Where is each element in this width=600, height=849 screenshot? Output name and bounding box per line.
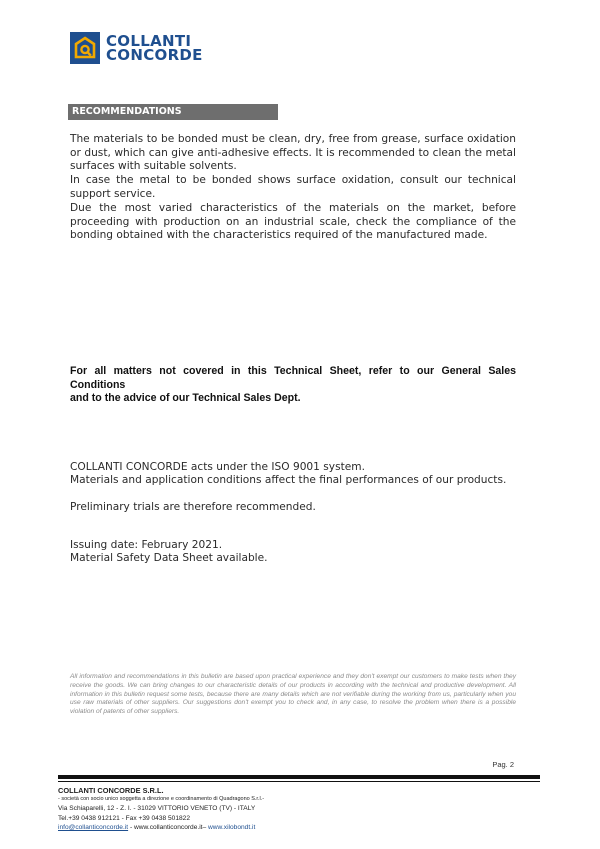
footer-divider-thick (58, 775, 540, 779)
footer (58, 786, 518, 832)
footer-separator-1: - (128, 823, 134, 831)
footer-website-2[interactable]: www.xilobondt.it (208, 823, 256, 831)
recommendation-paragraph-1: The materials to be bonded must be clean, dry, free from grease, surface oxidation or dust, which can give anti-adhesive effects. It is recommended to clean the metal surfaces with suitable solvents. (70, 133, 516, 173)
materials-statement: Materials and application conditions affect the final performances of our products. (70, 474, 507, 486)
section-heading: RECOMMENDATIONS (68, 104, 278, 120)
page-number: Pag. 2 (492, 760, 514, 769)
footer-address: Via Schiaparelli, 12 - Z. I. - 31029 VITTORIO VENETO (TV) - ITALY (58, 805, 256, 813)
note-line-2: and to the advice of our Technical Sales Dept. (70, 392, 301, 405)
footer-links (58, 823, 518, 832)
logo-line-2: CONCORDE (106, 46, 203, 64)
trials-statement: Preliminary trials are therefore recommended. (70, 501, 316, 513)
msds-availability: Material Safety Data Sheet available. (70, 552, 268, 564)
footer-separator-2: – (202, 823, 209, 831)
company-logo (70, 32, 203, 64)
footer-company-name: COLLANTI CONCORDE S.R.L. (58, 786, 164, 795)
footer-company-subtitle: - società con socio unico soggetta a direzione e coordinamento di Quadragono S.r.l.- (58, 796, 265, 803)
logo-mark-icon (70, 32, 100, 64)
logo-line-1: COLLANTI (106, 32, 192, 50)
footer-website[interactable]: www.collanticoncorde.it (133, 823, 203, 831)
legal-disclaimer: All information and recommendations in this bulletin are based upon practical experience and they don't exempt our customers to make tests when they receive the goods. We can bring changes to our characteristic details of our products in according with the technical and productive development. All information in this bulletin request some tests, because there are many details which are not verifiable during the working from us, particularly when you use raw materials of other suppliers. Our suggestions don't exempt you to check and, in any case, to resolve the problem when there is a possible violation of patents of other suppliers. (70, 673, 516, 716)
iso-statement: COLLANTI CONCORDE acts under the ISO 9001 system. (70, 461, 365, 473)
note-line-1: For all matters not covered in this Technical Sheet, refer to our General Sales Conditions (70, 365, 516, 391)
footer-divider-thin (58, 781, 540, 782)
logo-wordmark (106, 34, 203, 62)
recommendation-paragraph-2: In case the metal to be bonded shows surface oxidation, consult our technical support service. (70, 174, 516, 200)
issuing-date: Issuing date: February 2021. (70, 539, 223, 551)
footer-phone-fax: Tel.+39 0438 912121 - Fax +39 0438 501822 (58, 814, 190, 822)
technical-sheet-note (70, 365, 516, 406)
footer-email-link[interactable]: info@collanticoncorde.it (58, 823, 129, 831)
recommendation-paragraph-3: Due the most varied characteristics of the materials on the market, before proceeding with production on an industrial scale, check the compliance of the bonding obtained with the characteristics required of the manufactured made. (70, 202, 516, 242)
